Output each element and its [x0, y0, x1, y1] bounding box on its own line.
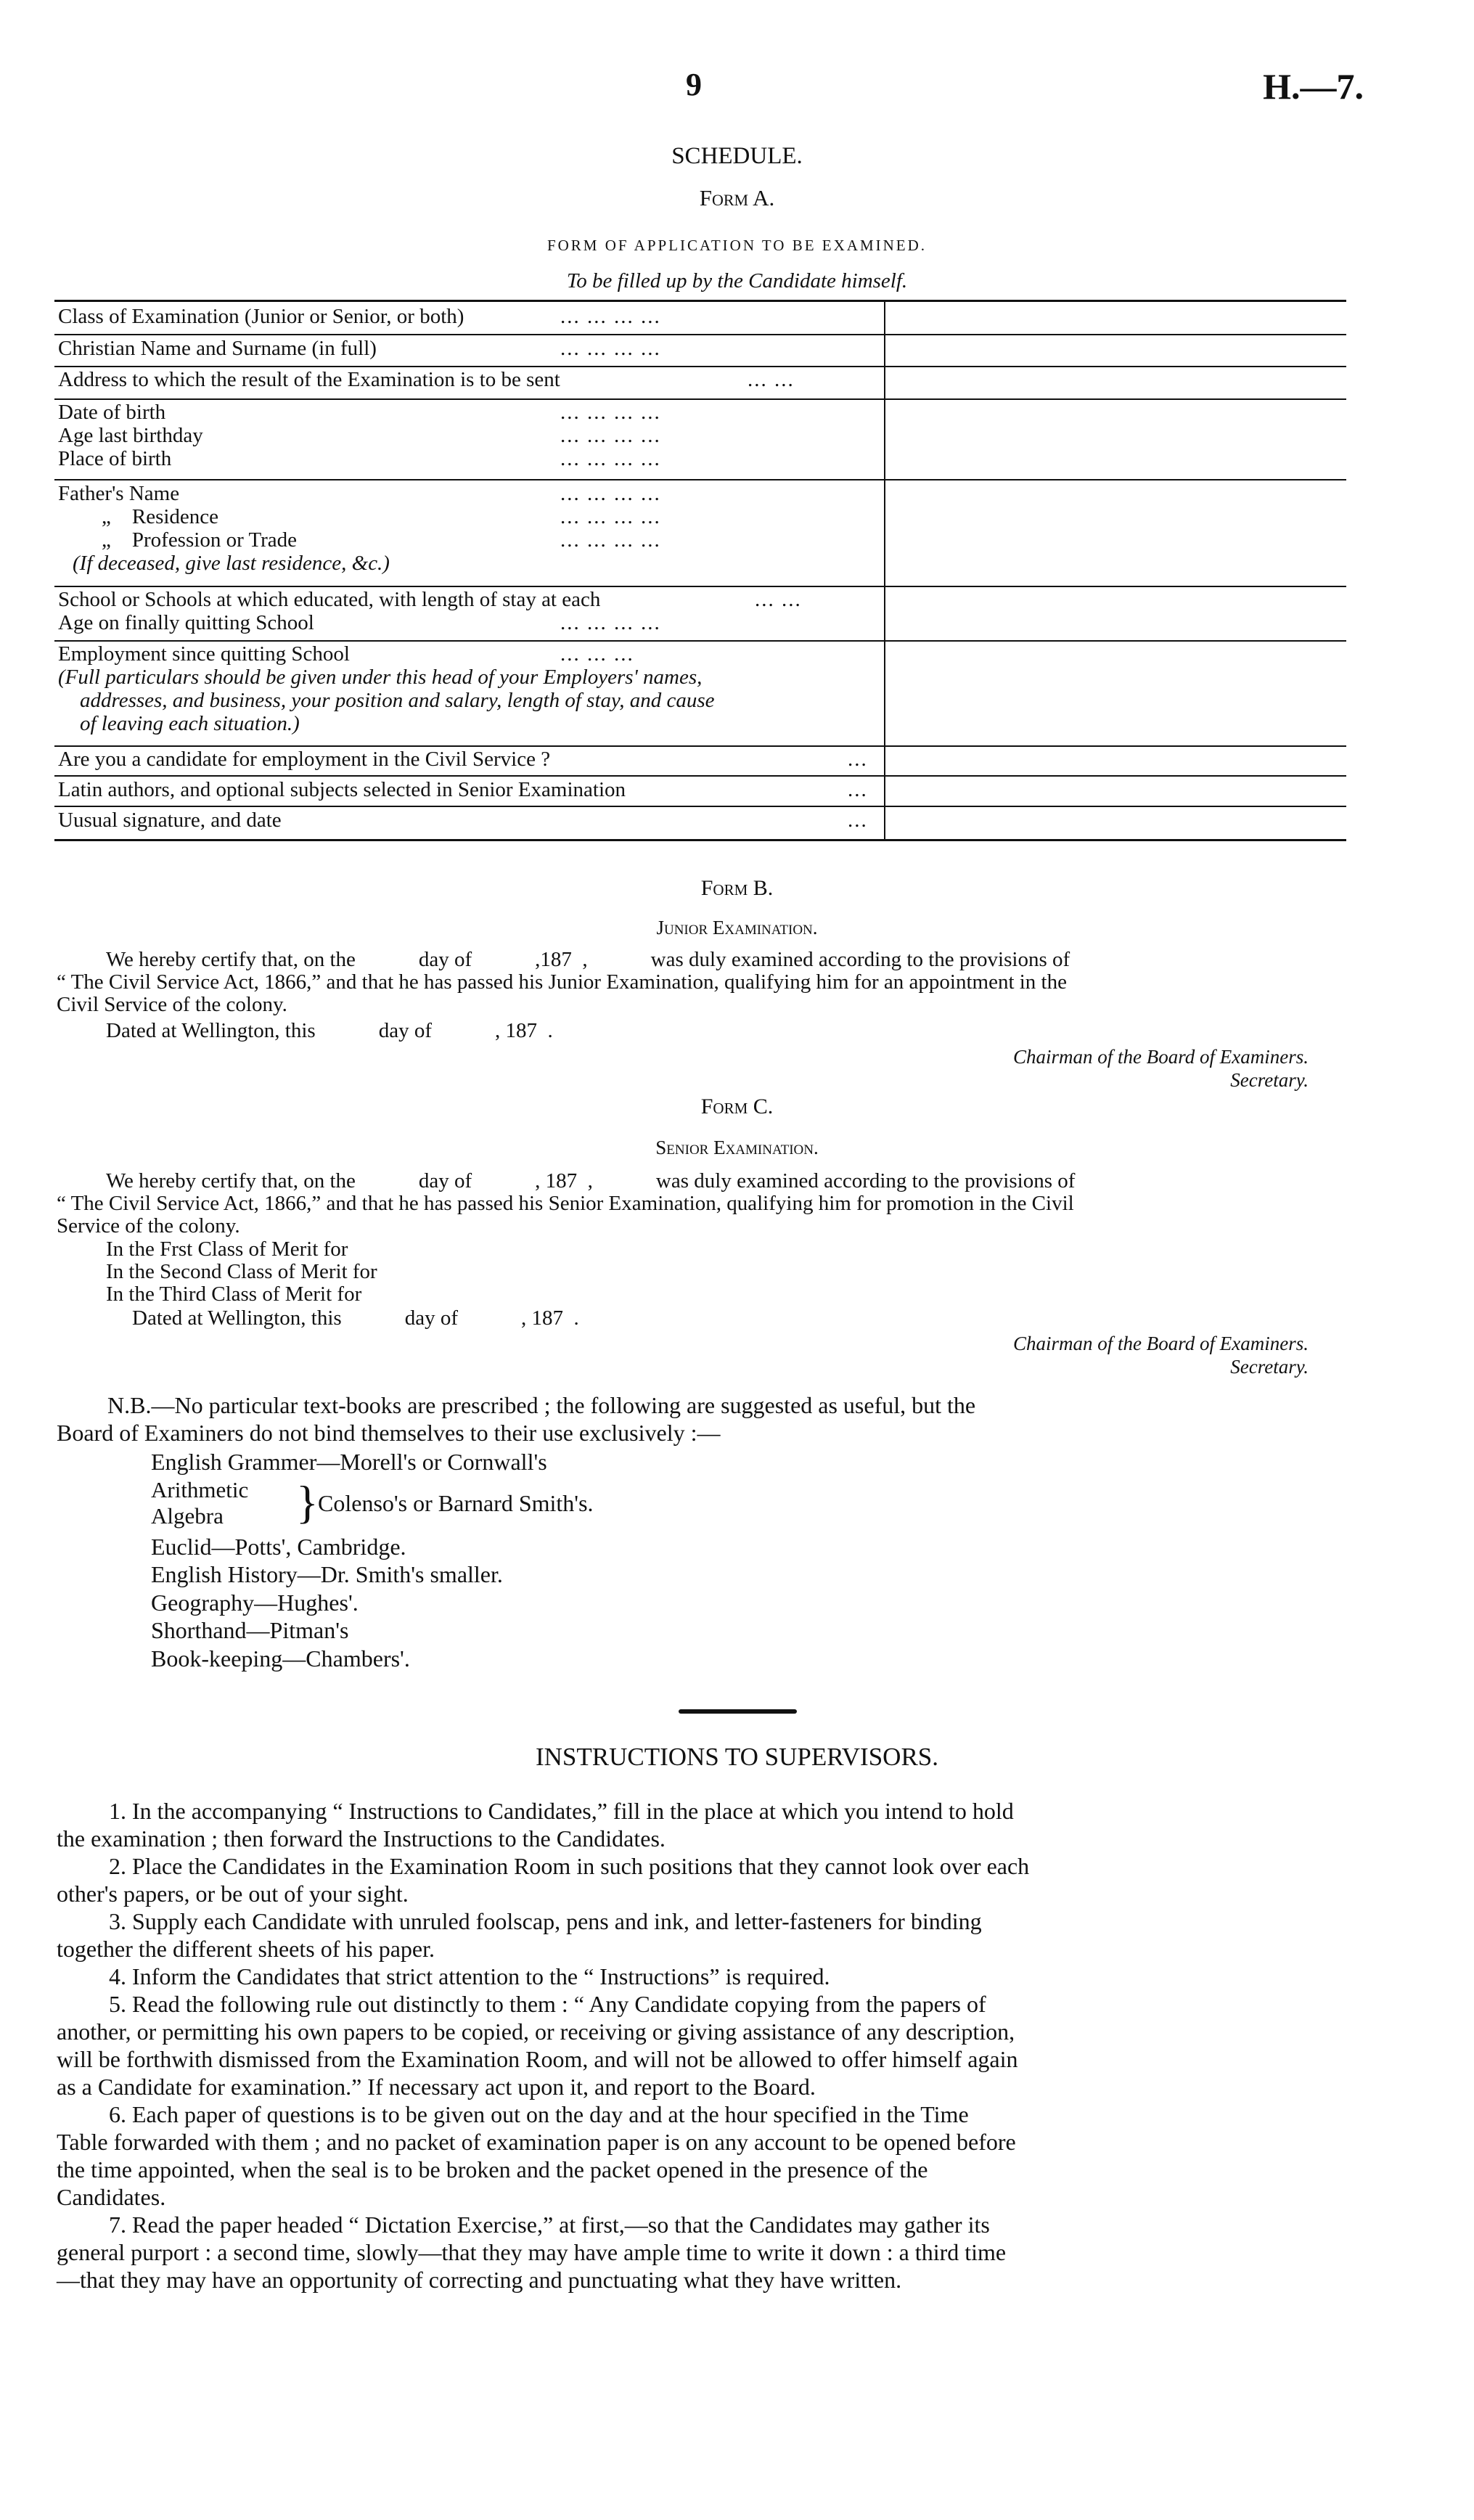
instruction-line: 4. Inform the Candidates that strict attention to the “ Instructions” is required.: [109, 1963, 830, 1989]
leader-dots: ... ... ... ...: [560, 482, 661, 505]
instruction-line: 3. Supply each Candidate with unruled foolscap, pens and ink, and letter-fasteners for binding: [109, 1908, 982, 1934]
leader-dots: ... ... ... ...: [560, 505, 661, 528]
form-row-signature: [58, 809, 282, 832]
row-label: Are you a candidate for employment in the Civil Service ?: [58, 748, 551, 771]
instruction-line: will be forthwith dismissed from the Examination Room, and will not be allowed to offer himself again: [57, 2046, 1018, 2072]
book-algebra: Algebra: [151, 1503, 224, 1529]
schedule-title: SCHEDULE.: [671, 143, 803, 169]
instruction-line: general purport : a second time, slowly—that they may have ample time to write it down : a third time: [57, 2239, 1007, 2265]
form-row-father: [58, 482, 390, 575]
instruction-line: 6. Each paper of questions is to be given out on the day and at the hour specified in the Time: [109, 2101, 969, 2127]
row-rule: [54, 398, 1346, 400]
instruction-line: 2. Place the Candidates in the Examination Room in such positions that they cannot look over each: [109, 1853, 1030, 1879]
form-c-line: Service of the colony.: [57, 1214, 240, 1238]
form-b-dated: Dated at Wellington, this day of , 187 .: [106, 1019, 553, 1042]
form-c-secretary: Secretary.: [1230, 1356, 1309, 1378]
instruction-line: another, or permitting his own papers to be copied, or receiving or giving assistance of any description,: [57, 2018, 1015, 2045]
leader-dots: ... ... ... ...: [560, 424, 661, 447]
instruction-item: [57, 2100, 1363, 2211]
instruction-line: Candidates.: [57, 2184, 166, 2210]
leader-dots: ... ... ... ...: [560, 337, 661, 360]
row-note: (Full particulars should be given under this head of your Employers' names,: [58, 666, 703, 689]
form-b-subtitle: Junior Examination.: [656, 917, 818, 938]
row-label: Father's Name: [58, 482, 180, 505]
row-note: addresses, and business, your position and salary, length of stay, and cause: [80, 689, 715, 712]
merit-line: In the Second Class of Merit for: [106, 1260, 377, 1283]
form-row-civil-service: [58, 748, 550, 771]
instruction-item: [57, 1852, 1363, 1907]
nb-line-1: N.B.—No particular text-books are prescribed ; the following are suggested as useful, but the: [107, 1392, 976, 1418]
column-divider: [884, 300, 885, 841]
leader-dots: ... ... ... ...: [560, 401, 661, 424]
instructions-title: INSTRUCTIONS TO SUPERVISORS.: [535, 1743, 939, 1771]
instruction-line: 7. Read the paper headed “ Dictation Exercise,” at first,—so that the Candidates may gather its: [109, 2212, 990, 2238]
leader-dots: ... ... ... ...: [560, 528, 661, 552]
row-label: „ Profession or Trade: [102, 528, 298, 552]
leader-dots: ... ...: [748, 368, 795, 391]
leader-dots-column: [560, 401, 661, 470]
section-divider: [679, 1709, 797, 1714]
form-row-class-of-examination: [58, 305, 464, 328]
book-bookkeeping: Book-keeping—Chambers'.: [151, 1645, 410, 1672]
instruction-item: [57, 1907, 1363, 1963]
row-label: Class of Examination (Junior or Senior, or both): [58, 305, 464, 328]
form-b-chairman: Chairman of the Board of Examiners.: [1013, 1046, 1309, 1068]
instruction-line: 1. In the accompanying “ Instructions to Candidates,” fill in the place at which you intend to hold: [109, 1798, 1014, 1824]
row-label: Age on finally quitting School: [58, 611, 314, 634]
form-c-merit-list: [106, 1238, 377, 1306]
row-label: Latin authors, and optional subjects selected in Senior Examination: [58, 778, 626, 801]
instruction-item: [57, 1990, 1363, 2100]
book-arithmetic: Arithmetic: [151, 1477, 249, 1502]
row-note: (If deceased, give last residence, &c.): [73, 552, 390, 575]
form-a-title: Form A.: [699, 185, 775, 210]
row-rule: [54, 640, 1346, 642]
table-top-rule: [54, 300, 1346, 302]
form-b-title: Form B.: [700, 876, 774, 900]
form-a-instruction: To be filled up by the Candidate himself.: [566, 269, 908, 292]
row-label: Age last birthday: [58, 424, 203, 447]
row-rule: [54, 366, 1346, 367]
row-rule: [54, 479, 1346, 480]
book-shorthand: Shorthand—Pitman's: [151, 1617, 349, 1643]
row-label: „ Residence: [102, 505, 219, 528]
instruction-line: —that they may have an opportunity of correcting and punctuating what they have written.: [57, 2267, 902, 2293]
book-history: English History—Dr. Smith's smaller.: [151, 1561, 503, 1587]
row-label: Place of birth: [58, 447, 172, 470]
book-grammar: English Grammer—Morell's or Cornwall's: [151, 1449, 547, 1475]
form-row-school: [58, 588, 600, 634]
instruction-item: [57, 1963, 1363, 1990]
row-label: School or Schools at which educated, with length of stay at each: [58, 588, 601, 611]
leader-dots: ... ... ... ...: [560, 305, 661, 328]
row-label: Date of birth: [58, 401, 166, 424]
form-a-subtitle: FORM OF APPLICATION TO BE EXAMINED.: [546, 237, 928, 254]
row-rule: [54, 586, 1346, 587]
merit-line: In the Third Class of Merit for: [106, 1282, 362, 1306]
instruction-line: other's papers, or be out of your sight.: [57, 1881, 409, 1907]
form-c-paragraph: [57, 1170, 1356, 1238]
form-b-line: We hereby certify that, on the day of ,187 , was duly examined according to the provisions of: [106, 948, 1070, 971]
merit-line: In the Frst Class of Merit for: [106, 1238, 348, 1261]
leader-dots: ...: [848, 748, 868, 771]
row-rule: [54, 334, 1346, 335]
row-rule: [54, 806, 1346, 807]
form-c-title: Form C.: [700, 1095, 774, 1118]
row-label: Uusual signature, and date: [58, 809, 282, 832]
instruction-line: 5. Read the following rule out distinctly to them : “ Any Candidate copying from the papers of: [109, 1991, 986, 2017]
form-row-latin-authors: [58, 778, 626, 801]
form-row-birth: [58, 401, 203, 470]
instruction-line: as a Candidate for examination.” If necessary act upon it, and report to the Board.: [57, 2074, 816, 2100]
row-note: of leaving each situation.): [80, 712, 300, 735]
instruction-line: the time appointed, when the seal is to be broken and the packet opened in the presence of the: [57, 2156, 928, 2182]
row-label: Address to which the result of the Examination is to be sent: [58, 368, 560, 391]
form-b-secretary: Secretary.: [1230, 1069, 1309, 1091]
brace-glyph: }: [296, 1476, 319, 1528]
leader-dots: ...: [848, 809, 868, 832]
row-rule: [54, 745, 1346, 747]
form-b-line: “ The Civil Service Act, 1866,” and that he has passed his Junior Examination, qualifying him for an appointment in the: [57, 970, 1067, 994]
form-c-chairman: Chairman of the Board of Examiners.: [1013, 1333, 1309, 1354]
book-euclid: Euclid—Potts', Cambridge.: [151, 1534, 406, 1560]
instruction-line: Table forwarded with them ; and no packet of examination paper is on any account to be opened before: [57, 2129, 1016, 2155]
form-b-line: Civil Service of the colony.: [57, 993, 287, 1016]
instructions-list: [57, 1797, 1363, 2294]
book-geography: Geography—Hughes'.: [151, 1590, 359, 1616]
instruction-item: [57, 1797, 1363, 1852]
book-colenso: Colenso's or Barnard Smith's.: [318, 1490, 594, 1516]
row-label: Christian Name and Surname (in full): [58, 337, 377, 360]
form-c-line: We hereby certify that, on the day of , 187 , was duly examined according to the provisions of: [106, 1169, 1076, 1192]
form-c-line: “ The Civil Service Act, 1866,” and that he has passed his Senior Examination, qualifying him for promotion in the Civil: [57, 1192, 1074, 1215]
document-reference: H.—7.: [1263, 66, 1364, 107]
form-row-name: [58, 337, 377, 360]
form-row-address: [58, 368, 560, 391]
leader-dots: ... ... ...: [560, 642, 634, 666]
instruction-item: [57, 2211, 1363, 2294]
leader-dots: ... ... ... ...: [560, 447, 661, 470]
instruction-line: together the different sheets of his paper.: [57, 1936, 435, 1962]
form-c-subtitle: Senior Examination.: [655, 1137, 819, 1158]
row-label: Employment since quitting School: [58, 642, 350, 666]
form-c-dated: Dated at Wellington, this day of , 187 .: [132, 1306, 579, 1330]
leader-dots-column: [560, 482, 661, 552]
form-b-paragraph: [57, 949, 1356, 1016]
leader-dots: ... ...: [755, 588, 802, 611]
leader-dots: ...: [848, 778, 868, 801]
leader-dots: ... ... ... ...: [560, 611, 661, 634]
table-bottom-rule: [54, 839, 1346, 841]
instruction-line: the examination ; then forward the Instructions to the Candidates.: [57, 1825, 666, 1852]
row-rule: [54, 775, 1346, 777]
nb-line-2: Board of Examiners do not bind themselves to their use exclusively :—: [57, 1420, 721, 1446]
page-number: 9: [686, 67, 702, 102]
